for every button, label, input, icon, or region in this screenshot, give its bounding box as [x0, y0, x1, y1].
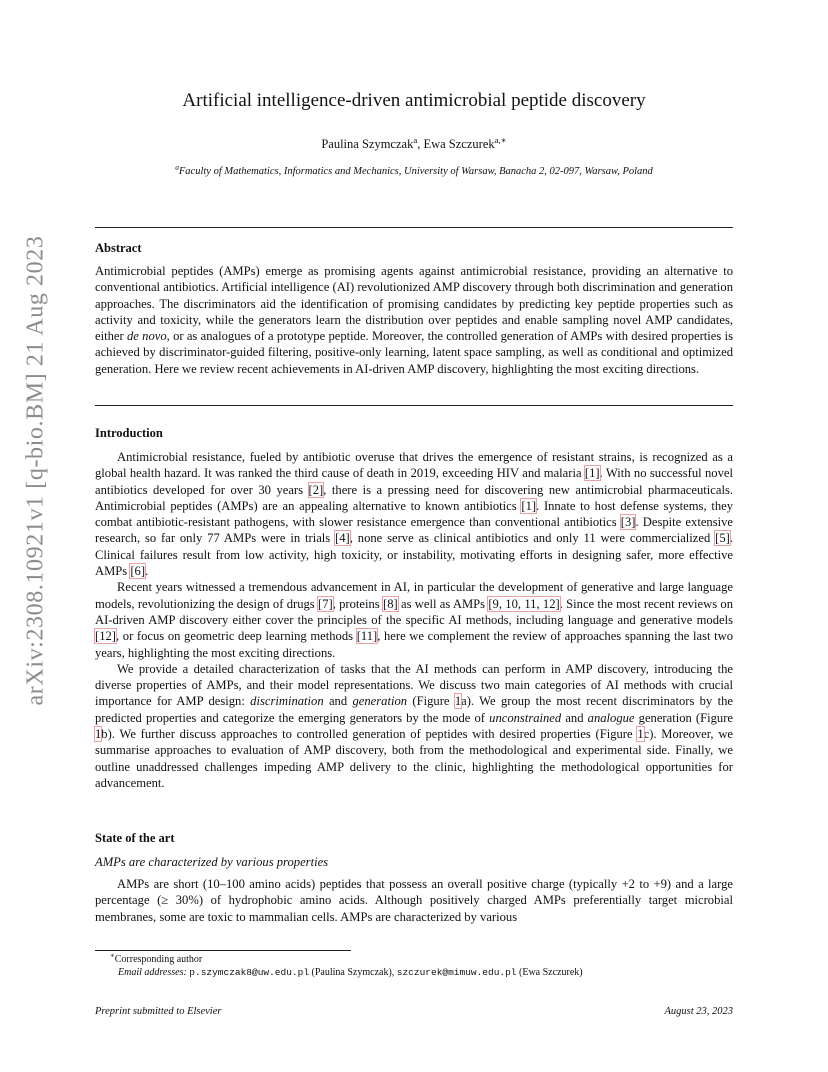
citation-link[interactable]: [3] [620, 515, 636, 530]
abstract-heading: Abstract [95, 241, 142, 255]
affiliation-mark: a [175, 162, 179, 172]
abstract-bottom-rule [95, 405, 733, 406]
email-address[interactable]: p.szymczak8@uw.edu.pl [189, 967, 310, 978]
citation-link[interactable]: [8] [383, 596, 398, 611]
footer-preprint-note: Preprint submitted to Elsevier [95, 1006, 222, 1017]
abstract-top-rule [95, 227, 733, 228]
email-label: Email addresses: [118, 967, 187, 978]
author-name: Paulina Szymczak [321, 137, 414, 151]
citation-link[interactable]: [11] [356, 629, 378, 644]
email-owner: (Paulina Szymczak), [311, 967, 395, 978]
arxiv-identifier-stamp [20, 235, 52, 705]
arxiv-identifier-text: arXiv:2308.10921v1 [q-bio.BM] 21 Aug 2023 [22, 235, 49, 705]
abstract-italic-term: de novo [126, 329, 167, 344]
citation-link[interactable]: [12] [95, 629, 116, 644]
footnote-rule [95, 950, 351, 951]
abstract-text: Antimicrobial peptides (AMPs) emerge as promising agents against antimicrobial resistance, providing an alternative to conventional antibiotics. Artificial intelligence (AI) revolutionized AMP discovery through both discrimination and generation approaches. The discriminators aid the identification of promising candidates by predicting key peptide properties such as activity and toxicity, while the generators learn the distribution over peptides and enable sampling novel AMP candidates, either [95, 264, 733, 344]
citation-link[interactable]: [1] [521, 498, 537, 513]
citation-link[interactable]: [9, 10, 11, 12] [488, 596, 560, 611]
figure-link[interactable]: 1 [454, 694, 462, 709]
citation-link[interactable]: [2] [308, 482, 324, 497]
paper-title: Artificial intelligence-driven antimicrobial peptide discovery [182, 90, 646, 111]
citation-link[interactable]: [4] [335, 531, 350, 546]
footnote-corresponding [110, 953, 733, 966]
subsection-heading: AMPs are characterized by various properties [95, 855, 329, 869]
affiliation [95, 162, 733, 177]
email-owner: (Ewa Szczurek) [519, 967, 583, 978]
abstract-body [95, 263, 733, 377]
state-of-art-paragraph: AMPs are short (10–100 amino acids) peptides that possess an overall positive charge (typically +2 to +9) and a large percentage (≥ 30%) of hydrophobic amino acids. Although positively charged AMPs preferentially target microbial membranes, some are toxic to mammalian cells. AMPs are characterized by various [95, 877, 733, 924]
introduction-paragraph: We provide a detailed characterization of tasks that the AI methods can perform in AMP discovery, introducing the diverse properties of AMPs, and their model representations. We discuss two main categories of AI methods with crucial importance for AMP design: discrimination and generation (Figure 1a). We group the most recent discriminators by the predicted properties and categorize the emerging generators by the mode of unconstrained and analogue generation (Figure 1b). We further discuss approaches to controlled generation of peptides with desired properties (Figure 1c). Moreover, we summarise approaches to evaluation of AMP discovery, both from the methodological and experimental side. Finally, we outline unaddressed challenges impeding AMP delivery to the clinic, highlighting the methodological opportunities for advancement. [95, 661, 733, 790]
author-affiliation-mark: a,∗ [494, 134, 507, 145]
citation-link[interactable]: [5] [715, 531, 730, 546]
author-affiliation-mark: a [413, 134, 418, 145]
state-of-art-heading: State of the art [95, 831, 175, 845]
author-name: Ewa Szczurek [423, 137, 495, 151]
citation-link[interactable]: [6] [130, 564, 146, 579]
introduction-paragraph: Antimicrobial resistance, fueled by antibiotic overuse that drives the emergence of resistant strains, is recognized as a global health hazard. It was ranked the third cause of death in 2019, exceeding HIV and malaria [1]. With no successful novel antibiotics developed for over 30 years [2], there is a pressing need for discovering new antimicrobial pharmaceuticals. Antimicrobial peptides (AMPs) are an appealing alternative to known antibiotics [1]. Innate to host defense systems, they combat antibiotic-resistant pathogens, with slower resistance emergence than conventional antibiotics [3]. Despite extensive research, so far only 77 AMPs were in trials [4], none serve as clinical antibiotics and only 11 were commercialized [5]. Clinical failures result from low activity, high toxicity, or instability, motivating efforts in designing safer, more effective AMPs [6]. [95, 450, 733, 579]
introduction-body [95, 449, 733, 791]
state-of-art-body [95, 876, 733, 925]
author-separator: , [417, 137, 424, 151]
figure-link[interactable]: 1 [95, 727, 102, 742]
affiliation-text: Faculty of Mathematics, Informatics and Mechanics, University of Warsaw, Banacha 2, 02-097, Warsaw, Poland [178, 166, 653, 177]
footer-date: August 23, 2023 [664, 1006, 733, 1017]
footnote-emails [118, 966, 741, 979]
footnote-mark: ∗ [110, 951, 115, 960]
author-list [95, 134, 733, 152]
introduction-paragraph: Recent years witnessed a tremendous advancement in AI, in particular the development of generative and large language models, revolutionizing the design of drugs [7], proteins [8] as well as AMPs [9, 10, 11, 12]. Since the most recent reviews on AI-driven AMP discovery either cover the principles of the specific AI methods, including language and generative models [12], or focus on geometric deep learning methods [11], here we complement the review of approaches spanning the last two years, highlighting the most exciting directions. [95, 580, 734, 660]
figure-link[interactable]: 1 [637, 727, 644, 742]
citation-link[interactable]: [7] [318, 596, 333, 611]
footnote-text: Corresponding author [114, 954, 203, 965]
email-address[interactable]: szczurek@mimuw.edu.pl [396, 967, 517, 978]
abstract-text: , or as analogues of a prototype peptide. Moreover, the controlled generation of AMPs with desired properties is achieved by discriminator-guided filtering, positive-only learning, latent space sampling, as well as conditional and optimized generation. Here we review recent achievements in AI-driven AMP discovery, highlighting the most exciting directions. [95, 329, 733, 376]
introduction-heading: Introduction [95, 426, 163, 440]
citation-link[interactable]: [1] [584, 466, 600, 481]
